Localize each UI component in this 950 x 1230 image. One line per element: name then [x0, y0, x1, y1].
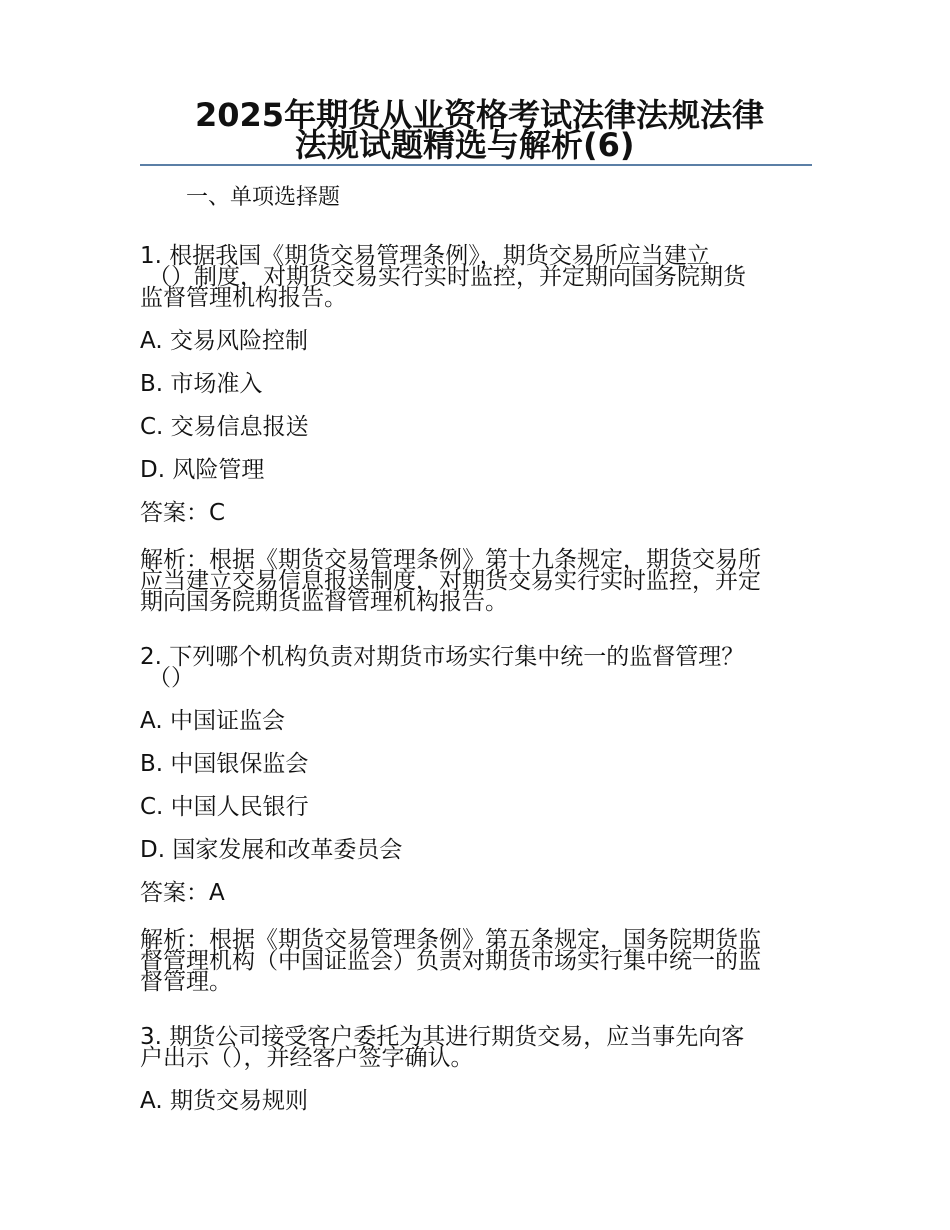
question-stem-line: 2. 下列哪个机构负责对期货市场实行集中统一的监督管理？	[140, 644, 745, 670]
analysis-line: 督管理机构（中国证监会）负责对期货市场实行集中统一的监	[140, 948, 761, 974]
option-d: D. 风险管理	[140, 457, 265, 483]
analysis-line: 解析：根据《期货交易管理条例》第十九条规定，期货交易所	[140, 547, 761, 573]
question-stem-line: 3. 期货公司接受客户委托为其进行期货交易，应当事先向客	[140, 1024, 745, 1050]
question-stem	[140, 243, 812, 311]
question-2	[140, 644, 812, 995]
option-a: A. 期货交易规则	[140, 1088, 308, 1114]
question-stem-line: （）制度，对期货交易实行实时监控，并定期向国务院期货	[148, 264, 746, 290]
question-stem-line: 1. 根据我国《期货交易管理条例》，期货交易所应当建立	[140, 243, 710, 269]
title-divider	[140, 164, 812, 166]
document-title	[140, 96, 812, 164]
option-c: C. 交易信息报送	[140, 414, 309, 440]
document-title-line-2: 法规试题精选与解析(6)	[295, 126, 635, 164]
question-3	[140, 1024, 812, 1114]
option-a: A. 中国证监会	[140, 708, 285, 734]
question-stem-line: （）	[148, 665, 194, 691]
question-stem	[140, 1024, 812, 1071]
analysis	[140, 927, 812, 995]
option-a: A. 交易风险控制	[140, 328, 308, 354]
question-1	[140, 243, 812, 615]
option-b: B. 市场准入	[140, 371, 263, 397]
question-stem	[140, 644, 812, 691]
section-heading: 一、单项选择题	[186, 185, 341, 210]
analysis-line: 应当建立交易信息报送制度，对期货交易实行实时监控，并定	[140, 568, 761, 594]
document-page	[140, 96, 812, 1114]
option-b: B. 中国银保监会	[140, 751, 309, 777]
question-stem-line: 监督管理机构报告。	[140, 285, 347, 311]
answer: 答案：A	[140, 880, 225, 906]
analysis-line: 督管理。	[140, 969, 232, 995]
analysis-line: 期向国务院期货监督管理机构报告。	[140, 589, 508, 615]
answer: 答案：C	[140, 500, 226, 526]
analysis	[140, 547, 812, 615]
analysis-line: 解析：根据《期货交易管理条例》第五条规定，国务院期货监	[140, 927, 761, 953]
question-stem-line: 户出示（），并经客户签字确认。	[140, 1045, 474, 1071]
document-title-line-1: 2025年期货从业资格考试法律法规法律	[195, 96, 765, 134]
option-d: D. 国家发展和改革委员会	[140, 837, 403, 863]
option-c: C. 中国人民银行	[140, 794, 309, 820]
